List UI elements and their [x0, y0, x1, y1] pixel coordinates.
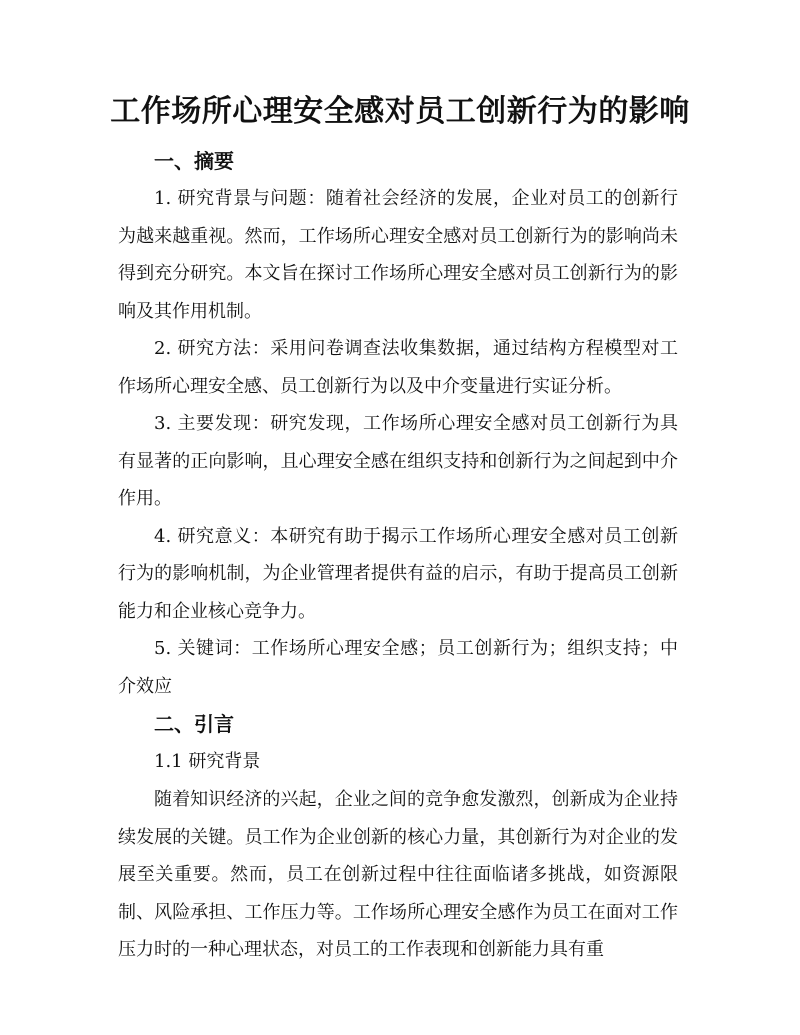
introduction-section	[118, 705, 678, 969]
paragraph: 2. 研究方法：采用问卷调查法收集数据，通过结构方程模型对工作场所心理安全感、员工创新行为以及中介变量进行实证分析。	[118, 338, 678, 397]
paragraph: 随着知识经济的兴起，企业之间的竞争愈发激烈，创新成为企业持续发展的关键。员工作为企业创新的核心力量，其创新行为对企业的发展至关重要。然而，员工在创新过程中往往面临诸多挑战，如资源限制、风险承担、工作压力等。工作场所心理安全感作为员工在面对工作压力时的一种心理状态，对员工的工作表现和创新能力具有重	[118, 789, 678, 960]
paragraph: 4. 研究意义：本研究有助于揭示工作场所心理安全感对员工创新行为的影响机制，为企业管理者提供有益的启示，有助于提高员工创新能力和企业核心竞争力。	[118, 525, 678, 622]
section-heading: 一、摘要	[154, 149, 234, 173]
paragraph: 1. 研究背景与问题：随着社会经济的发展，企业对员工的创新行为越来越重视。然而，工作场所心理安全感对员工创新行为的影响尚未得到充分研究。本文旨在探讨工作场所心理安全感对员工创新行为的影响及其作用机制。	[118, 188, 678, 322]
section-heading: 二、引言	[154, 712, 234, 736]
document-body	[118, 142, 678, 969]
subsection-heading: 1.1 研究背景	[154, 751, 261, 772]
document-title: 工作场所心理安全感对员工创新行为的影响	[110, 94, 690, 129]
paragraph: 5. 关键词：工作场所心理安全感；员工创新行为；组织支持；中介效应	[118, 638, 678, 697]
abstract-section	[118, 142, 678, 705]
paragraph: 3. 主要发现：研究发现，工作场所心理安全感对员工创新行为具有显著的正向影响，且心理安全感在组织支持和创新行为之间起到中介作用。	[118, 413, 678, 509]
